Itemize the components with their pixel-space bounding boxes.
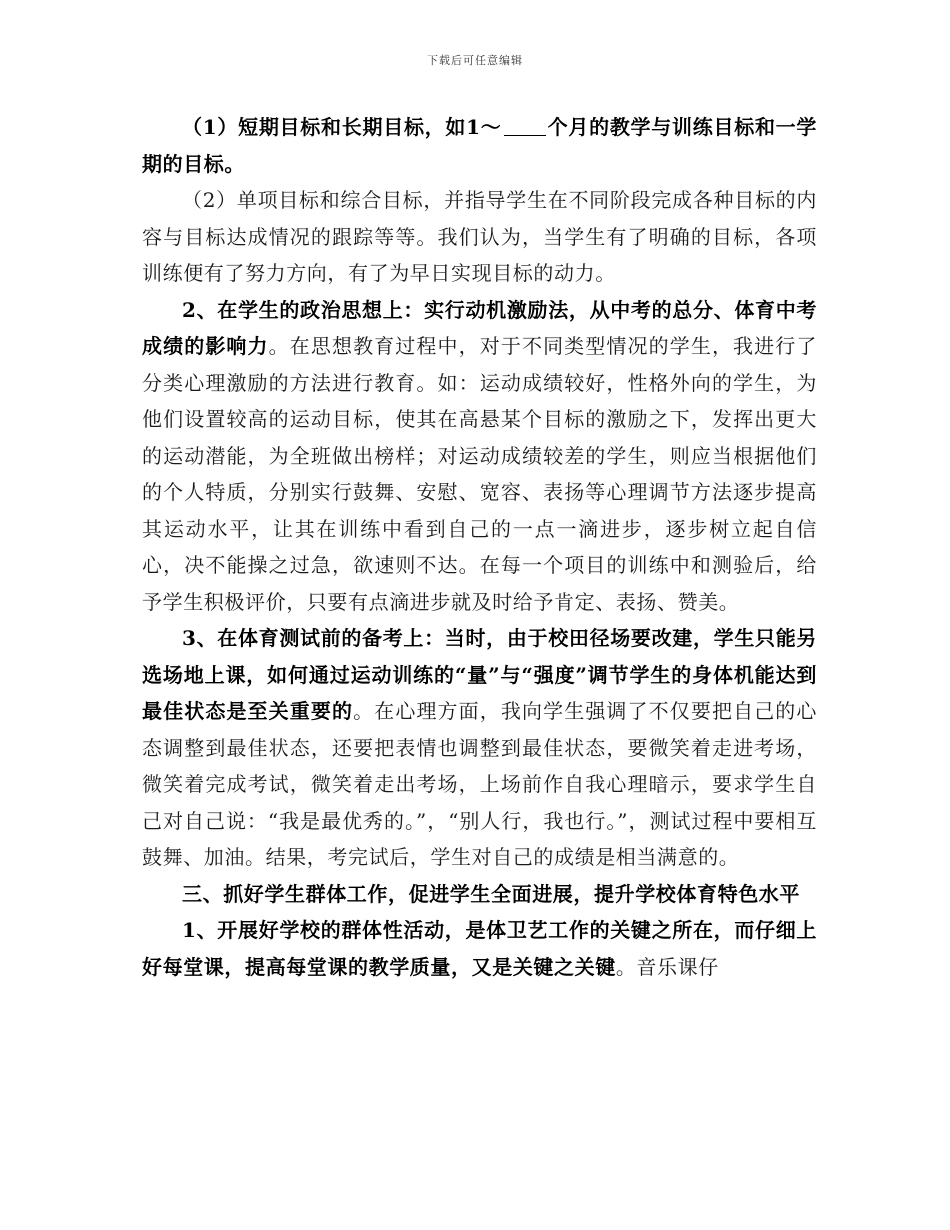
paragraph-bold-text: （1）短期目标和长期目标，如1～ <box>182 115 502 139</box>
paragraph-single-comprehensive-goals <box>142 182 817 292</box>
paragraph-body-text: 。在心理方面，我向学生强调了不仅要把自己的心态调整到最佳状态，还要把表情也调整到最佳状态，要微笑着走进考场，微笑着完成考试，微笑着走出考场，上场前作自我心理暗示，要求学生自己对自己说：“我是最优秀的。”，“别人行，我也行。”，测试过程中要相互鼓舞、加油。结果，考完试后，学生对自己的成绩是相当满意的。 <box>142 699 818 869</box>
paragraph-pe-test-preparation <box>142 620 817 876</box>
document-body <box>142 109 817 985</box>
paragraph-political-thought-motivation <box>142 292 817 621</box>
paragraph-body-text: 。在思想教育过程中，对于不同类型情况的学生，我进行了分类心理激励的方法进行教育。如：运动成绩较好，性格外向的学生，为他们设置较高的运动目标，使其在高悬某个目标的激励之下，发挥出更大的运动潜能，为全班做出榜样；对运动成绩较差的学生，则应当根据他们的个人特质，分别实行鼓舞、安慰、宽容、表扬等心理调节方法逐步提高其运动水平，让其在训练中看到自己的一点一滴进步，逐步树立起自信心，决不能操之过急，欲速则不达。在每一个项目的训练中和测验后，给予学生积极评价，只要有点滴进步就及时给予肯定、表扬、赞美。 <box>142 334 817 614</box>
paragraph-group-activities <box>142 912 817 985</box>
paragraph-short-long-term-goals <box>142 109 817 182</box>
paragraph-bold-text: 个月的教学与训练目标和一学期的目标。 <box>142 115 817 176</box>
paragraph-body-text: （2）单项目标和综合目标，并指导学生在不同阶段完成各种目标的内容与目标达成情况的跟踪等等。我们认为，当学生有了明确的目标，各项训练便有了努力方向，有了为早日实现目标的动力。 <box>142 188 817 285</box>
fill-in-blank <box>504 115 546 136</box>
paragraph-bold-text: 1、开展好学校的群体性活动，是体卫艺工作的关键之所在，而仔细上好每堂课，提高每堂课的教学质量，又是关键之关键 <box>142 918 817 979</box>
section-heading-group-work <box>142 876 817 913</box>
paragraph-body-text: 。音乐课仔 <box>615 954 719 979</box>
page-header-note: 下载后可任意编辑 <box>427 54 523 67</box>
paragraph-bold-text: 2、在学生的政治思想上：实行动机激励法，从中考的总分、体育中考成绩的影响力 <box>142 297 817 358</box>
section-heading-text: 三、抓好学生群体工作，促进学生全面进展，提升学校体育特色水平 <box>182 881 800 906</box>
paragraph-bold-text: 3、在体育测试前的备考上：当时，由于校田径场要改建，学生只能另选场地上课，如何通过运动训练的“量”与“强度”调节学生的身体机能达到最佳状态是至关重要的 <box>142 626 817 723</box>
